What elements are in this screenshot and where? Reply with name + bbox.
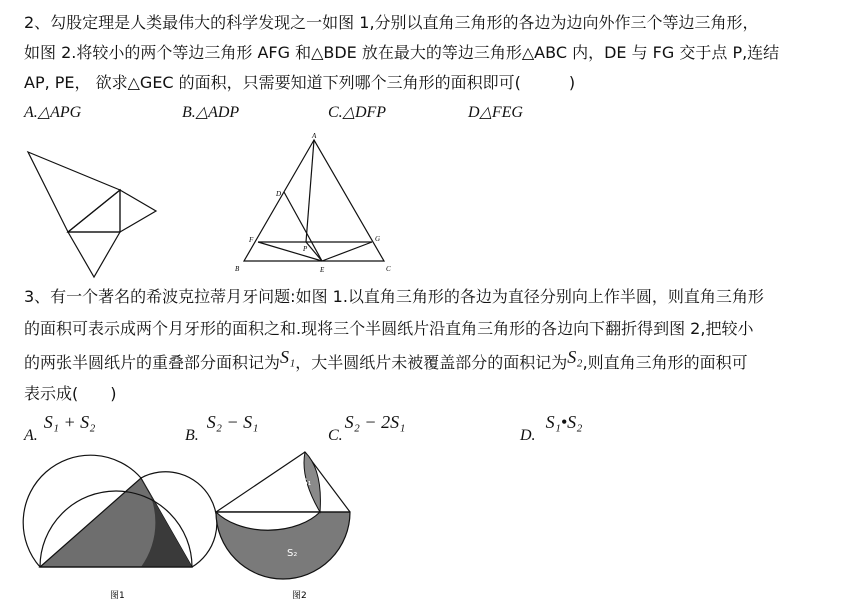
q3-line-4: 表示成( ): [24, 384, 117, 403]
fig2-caption: 图2: [292, 591, 307, 601]
q3-line-3-part-a: 的两张半圆纸片的重叠部分面积记为: [24, 353, 281, 372]
q3-option-d-expr: S₁•S₂: [545, 412, 583, 432]
q2-line-3: AP, PE， 欲求△GEC 的面积，只需要知道下列哪个三角形的面积即可( ): [24, 73, 576, 92]
q3-option-b-label: B.: [185, 427, 199, 444]
label-b: B: [235, 265, 240, 273]
q3-line-2: 的面积可表示成两个月牙形的面积之和.现将三个半圆纸片沿直角三角形的各边向下翻折得到图 2,把较小: [24, 319, 754, 338]
label-p: P: [303, 245, 308, 253]
q2-line-1: 2、勾股定理是人类最伟大的科学发现之一如图 1,分别以直角三角形的各边为边向外作三个等边三角形，: [24, 13, 759, 32]
label-e: E: [320, 266, 325, 274]
label-a: A: [312, 132, 317, 140]
q3-option-d-label: D.: [520, 427, 536, 444]
q3-option-a-label: A.: [24, 427, 38, 444]
label-d: D: [276, 190, 282, 198]
q2-option-a: A.△APG: [24, 104, 82, 121]
q2-option-b: B.△ADP: [182, 104, 240, 121]
q2-option-d: D△FEG: [468, 104, 523, 121]
fig1-caption: 图1: [110, 591, 125, 601]
q3-line-1: 3、有一个著名的希波克拉蒂月牙问题:如图 1.以直角三角形的各边为直径分别向上作半圆，则直角三角形: [24, 287, 764, 306]
q2-line-2: 如图 2.将较小的两个等边三角形 AFG 和△BDE 放在最大的等边三角形△ABC 内，DE 与 FG 交于点 P,连结: [24, 43, 780, 62]
q2-option-c: C.△DFP: [328, 104, 387, 121]
q3-line-3-s2: S₂: [567, 347, 583, 367]
label-f: F: [249, 236, 254, 244]
q3-option-c-label: C.: [328, 427, 343, 444]
q3-option-c-expr: S₂ − 2S₁: [344, 412, 406, 432]
q3-line-3-part-b: ，大半圆纸片未被覆盖部分的面积记为: [295, 353, 568, 372]
triangle-leg-1: [216, 452, 305, 512]
q3-option-a-expr: S₁ + S₂: [43, 412, 96, 432]
label-c: C: [386, 265, 391, 273]
q3-line-3-part-c: ,则直角三角形的面积可: [582, 353, 748, 372]
fig2-s2-label: S₂: [287, 548, 298, 559]
q3-option-b-expr: S₂ − S₁: [206, 412, 259, 432]
q3-line-3-s1: S₁: [280, 347, 296, 367]
label-g: G: [375, 235, 381, 243]
fig2-s1-label: S₁: [302, 478, 312, 488]
